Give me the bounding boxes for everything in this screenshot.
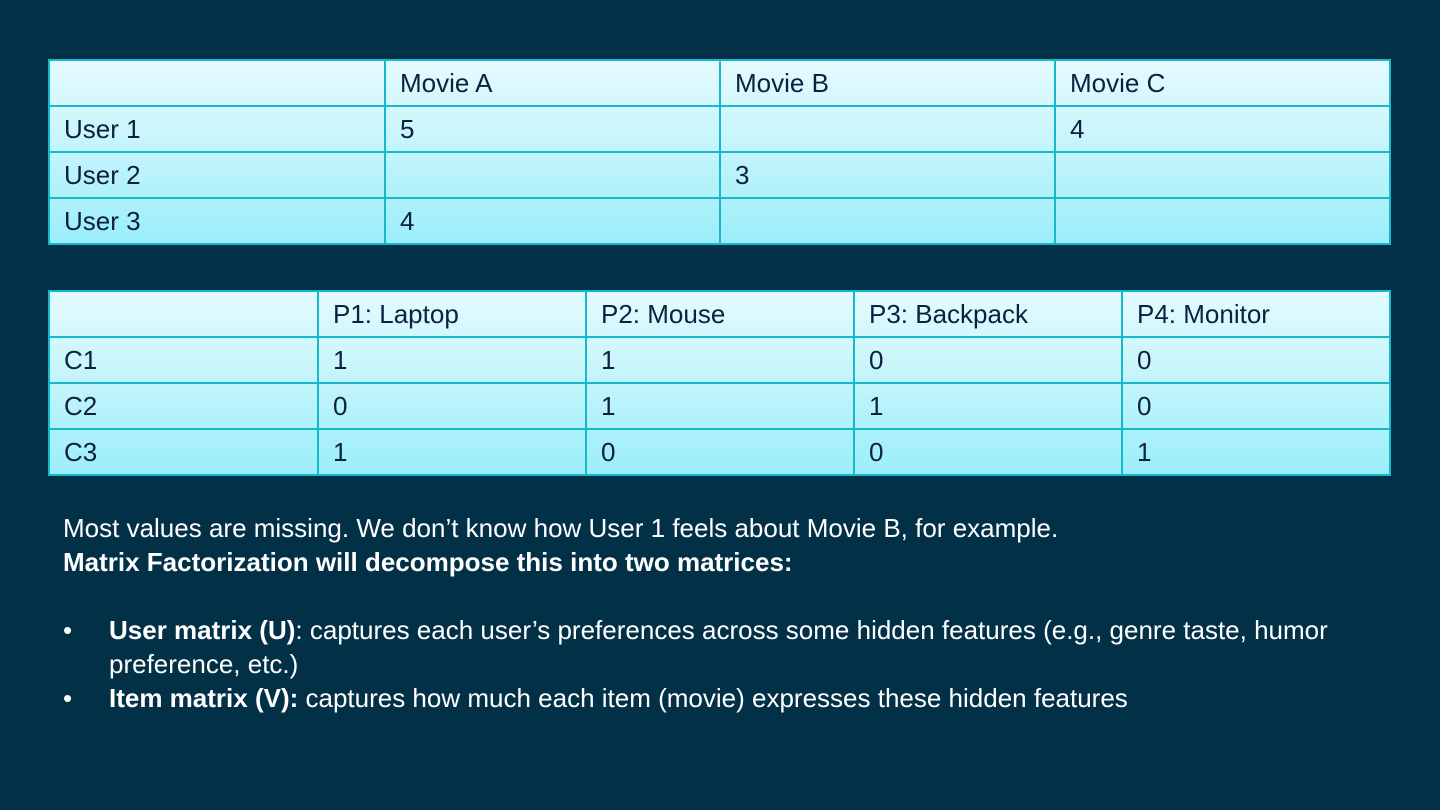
purchase-table [48, 290, 1391, 476]
term-description: : captures each user’s preferences across some hidden features (e.g., genre taste, humor preference, etc.) [109, 615, 1328, 679]
table-cell [720, 106, 1055, 152]
table-cell [385, 152, 720, 198]
table-cell: 5 [385, 106, 720, 152]
term-user-matrix: User matrix (U) [109, 615, 296, 645]
table-header-row [49, 291, 1390, 337]
bullet-icon: • [63, 615, 73, 645]
row-label: C2 [49, 383, 318, 429]
header-cell: P1: Laptop [318, 291, 586, 337]
ratings-table [48, 59, 1391, 245]
bullet-icon: • [63, 683, 73, 713]
table-cell: 1 [586, 383, 854, 429]
table-cell: 0 [586, 429, 854, 475]
row-label: User 1 [49, 106, 385, 152]
header-cell [49, 60, 385, 106]
header-cell: Movie A [385, 60, 720, 106]
table-header-row [49, 60, 1390, 106]
table-cell: 1 [318, 429, 586, 475]
table-row [49, 337, 1390, 383]
table-cell: 1 [1122, 429, 1390, 475]
header-cell: Movie C [1055, 60, 1390, 106]
table-cell: 0 [1122, 337, 1390, 383]
list-item [63, 681, 1383, 715]
missing-values-note: Most values are missing. We don’t know how User 1 feels about Movie B, for example. [63, 513, 1059, 543]
table-cell [1055, 152, 1390, 198]
header-cell: P4: Monitor [1122, 291, 1390, 337]
row-label: C1 [49, 337, 318, 383]
table-cell: 0 [854, 429, 1122, 475]
table-cell: 3 [720, 152, 1055, 198]
term-description: captures how much each item (movie) expresses these hidden features [298, 683, 1128, 713]
spacer [63, 579, 1383, 613]
table-cell: 0 [854, 337, 1122, 383]
table-cell: 1 [586, 337, 854, 383]
term-item-matrix: Item matrix (V): [109, 683, 299, 713]
bullet-list [63, 613, 1383, 715]
table-row [49, 198, 1390, 244]
table-cell [720, 198, 1055, 244]
table-row [49, 383, 1390, 429]
table-cell: 1 [854, 383, 1122, 429]
table-cell: 0 [1122, 383, 1390, 429]
table-cell [1055, 198, 1390, 244]
table-cell: 4 [1055, 106, 1390, 152]
header-cell [49, 291, 318, 337]
row-label: User 2 [49, 152, 385, 198]
explanation-text [63, 511, 1383, 715]
row-label: User 3 [49, 198, 385, 244]
row-label: C3 [49, 429, 318, 475]
table-row [49, 106, 1390, 152]
table-cell: 4 [385, 198, 720, 244]
table-row [49, 152, 1390, 198]
table-cell: 0 [318, 383, 586, 429]
header-cell: Movie B [720, 60, 1055, 106]
list-item [63, 613, 1383, 681]
table-row [49, 429, 1390, 475]
table-cell: 1 [318, 337, 586, 383]
header-cell: P2: Mouse [586, 291, 854, 337]
header-cell: P3: Backpack [854, 291, 1122, 337]
decomposition-statement: Matrix Factorization will decompose this into two matrices: [63, 547, 793, 577]
